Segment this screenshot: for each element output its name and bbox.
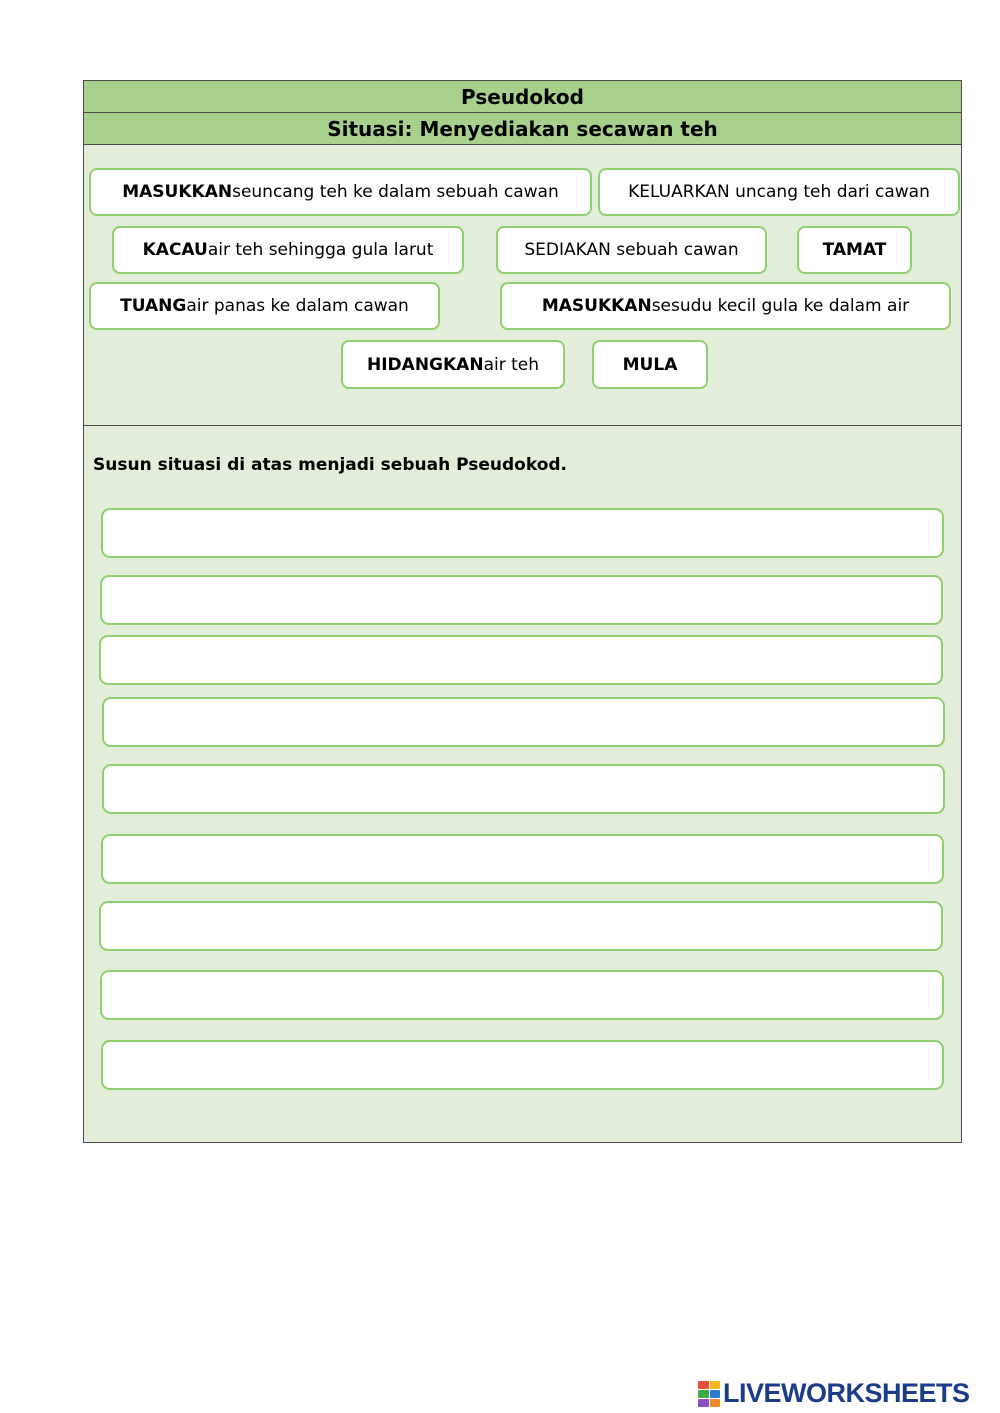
card-text: sesudu kecil gula ke dalam air xyxy=(651,296,910,316)
card-text: air teh xyxy=(483,354,539,375)
section-divider xyxy=(84,425,961,426)
answer-card[interactable] xyxy=(496,226,767,274)
answer-card[interactable] xyxy=(592,340,708,389)
brand-text: LIVEWORKSHEETS xyxy=(723,1378,970,1408)
card-text: air panas ke dalam cawan xyxy=(186,296,409,316)
card-text: KELUARKAN uncang teh dari cawan xyxy=(628,182,930,202)
answer-slot[interactable] xyxy=(101,834,944,884)
answer-card[interactable] xyxy=(89,168,592,216)
answer-slot[interactable] xyxy=(102,764,945,814)
liveworksheets-logo-icon xyxy=(698,1381,720,1407)
page-title: Pseudokod xyxy=(84,81,961,113)
card-keyword: TAMAT xyxy=(822,240,887,260)
card-text: air teh sehingga gula larut xyxy=(207,240,434,260)
answer-slot[interactable] xyxy=(100,575,943,625)
situation-title: Situasi: Menyediakan secawan teh xyxy=(84,113,961,145)
answer-slot[interactable] xyxy=(101,508,944,558)
answer-card[interactable] xyxy=(500,282,951,330)
answer-slot[interactable] xyxy=(100,970,944,1020)
worksheet-panel xyxy=(83,80,962,1143)
answer-slot[interactable] xyxy=(102,697,945,747)
instruction-text: Susun situasi di atas menjadi sebuah Pseudokod. xyxy=(93,455,568,475)
answer-slot[interactable] xyxy=(99,635,943,685)
liveworksheets-brand xyxy=(698,1378,970,1409)
answer-card[interactable] xyxy=(89,282,440,330)
card-keyword: MASUKKAN xyxy=(541,296,652,316)
card-keyword: MULA xyxy=(622,354,678,375)
card-text: seuncang teh ke dalam sebuah cawan xyxy=(232,182,559,202)
card-keyword: MASUKKAN xyxy=(122,182,233,202)
answer-card[interactable] xyxy=(797,226,912,274)
answer-slot[interactable] xyxy=(99,901,943,951)
card-keyword: TUANG xyxy=(120,296,187,316)
answer-card[interactable] xyxy=(598,168,960,216)
card-text: SEDIAKAN sebuah cawan xyxy=(524,240,739,260)
answer-slot[interactable] xyxy=(101,1040,944,1090)
card-keyword: HIDANGKAN xyxy=(367,354,484,375)
answer-card[interactable] xyxy=(341,340,565,389)
answer-card[interactable] xyxy=(112,226,464,274)
card-keyword: KACAU xyxy=(142,240,208,260)
